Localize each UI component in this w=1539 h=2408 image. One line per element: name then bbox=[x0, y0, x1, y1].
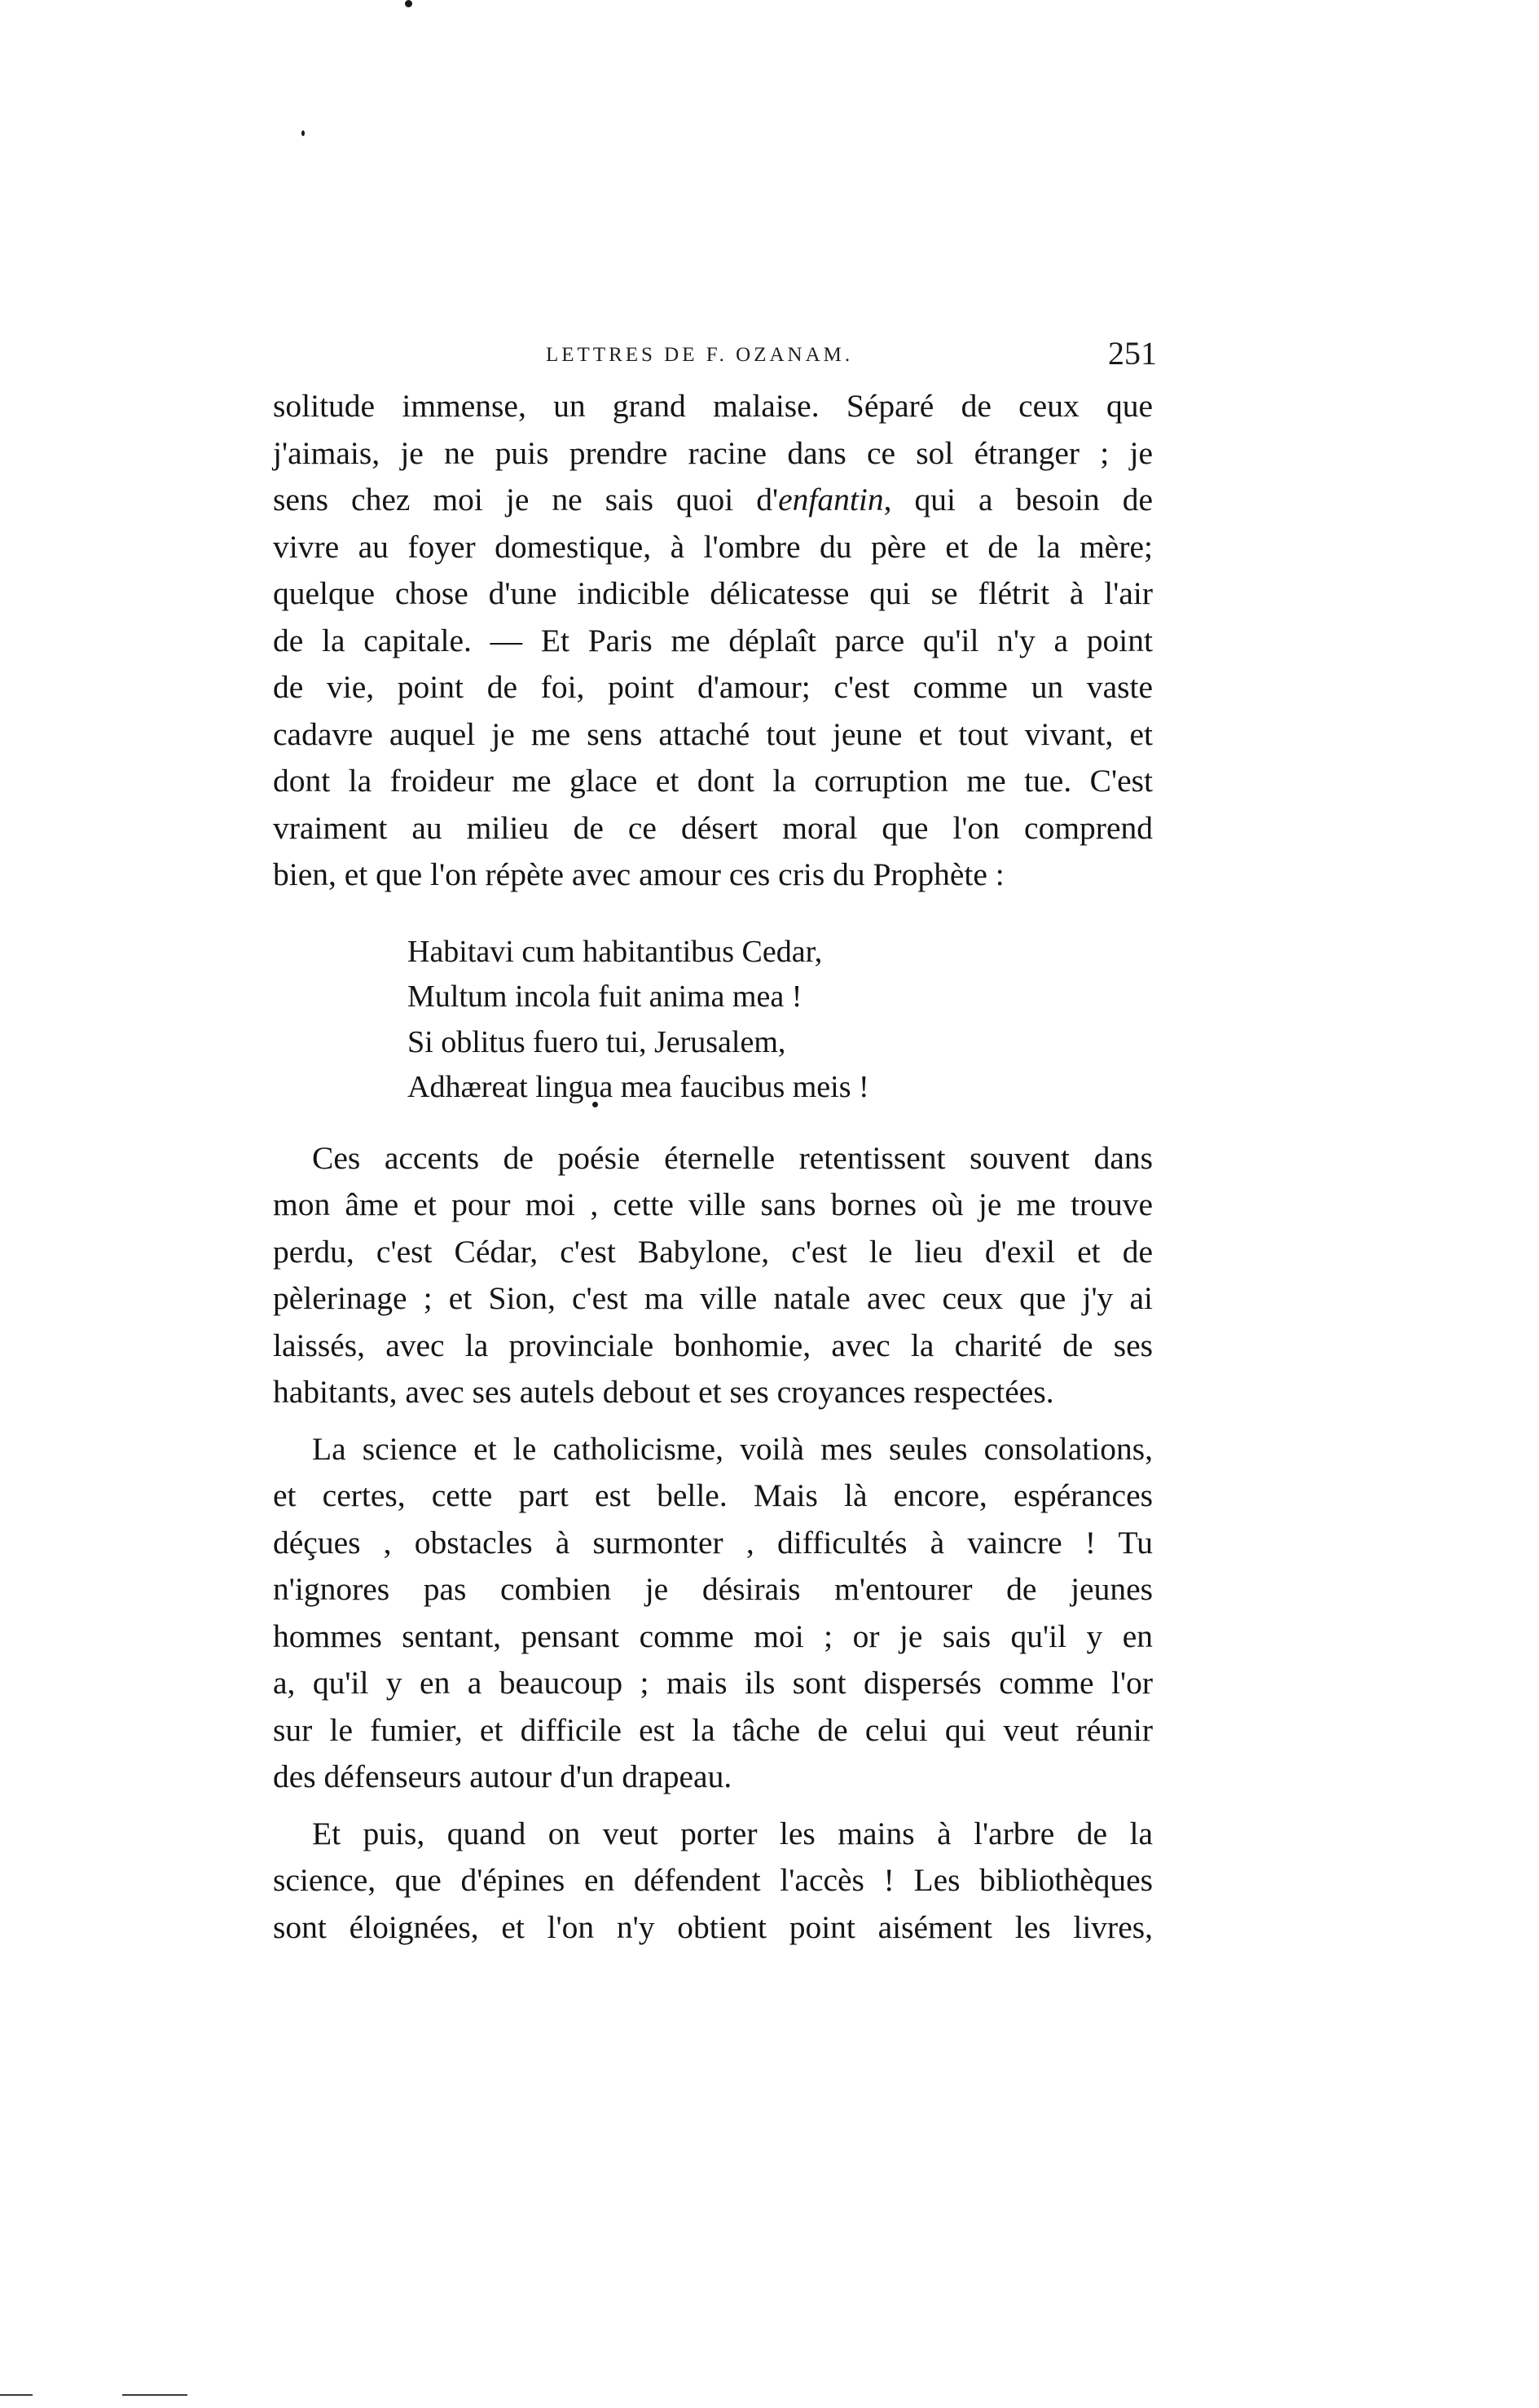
text-line: pèlerinage ; et Sion, c'est ma ville natale avec ceux que j'y ai bbox=[273, 1280, 1153, 1316]
text-line: bien, et que l'on répète avec amour ces cris du Prophète : bbox=[273, 856, 1005, 892]
paragraph-1 bbox=[273, 383, 1153, 899]
text-line-start: sens chez moi je ne sais quoi d' bbox=[273, 482, 779, 517]
text-line: hommes sentant, pensant comme moi ; or je sais qu'il y en bbox=[273, 1618, 1153, 1654]
scan-edge-mark bbox=[0, 2394, 33, 2396]
text-line: Et puis, quand on veut porter les mains à l'arbre de la bbox=[312, 1815, 1153, 1851]
text-line: j'aimais, je ne puis prendre racine dans ce sol étranger ; je bbox=[273, 434, 1153, 471]
text-line: mon âme et pour moi , cette ville sans bornes où je me trouve bbox=[273, 1186, 1153, 1222]
paragraph-gap bbox=[273, 1416, 1153, 1426]
text-line: a, qu'il y en a beaucoup ; mais ils sont dispersés comme l'or bbox=[273, 1665, 1153, 1701]
text-line: Ces accents de poésie éternelle retentissent souvent dans bbox=[312, 1139, 1153, 1176]
text-line: laissés, avec la provinciale bonhomie, avec la charité de ses bbox=[273, 1327, 1153, 1363]
text-line: vivre au foyer domestique, à l'ombre du père et de la mère; bbox=[273, 528, 1153, 565]
scan-edge-mark bbox=[122, 2394, 187, 2396]
text-line: de vie, point de foi, point d'amour; c'est comme un vaste bbox=[273, 669, 1153, 705]
text-line: La science et le catholicisme, voilà mes seules consolations, bbox=[312, 1430, 1153, 1467]
text-line: sur le fumier, et difficile est la tâche de celui qui veut réunir bbox=[273, 1711, 1153, 1748]
text-line: habitants, avec ses autels debout et ses croyances respectées. bbox=[273, 1374, 1054, 1410]
text-line: vraiment au milieu de ce désert moral que l'on comprend bbox=[273, 809, 1153, 846]
paragraph-4 bbox=[273, 1811, 1153, 1952]
text-line: déçues , obstacles à surmonter , difficultés à vaincre ! Tu bbox=[273, 1524, 1153, 1561]
verse-line: Habitavi cum habitantibus Cedar, bbox=[407, 934, 823, 969]
verse-quotation bbox=[407, 930, 1153, 1111]
text-line: sont éloignées, et l'on n'y obtient point aisément les livres, bbox=[273, 1908, 1153, 1945]
text-line: science, que d'épines en défendent l'accès ! Les bibliothèques bbox=[273, 1862, 1153, 1898]
verse-line: Multum incola fuit anima mea ! bbox=[407, 979, 802, 1014]
running-head: LETTRES DE F. OZANAM. bbox=[546, 344, 854, 366]
text-line: perdu, c'est Cédar, c'est Babylone, c'est le lieu d'exil et de bbox=[273, 1233, 1153, 1270]
print-speck bbox=[301, 130, 305, 136]
text-line: cadavre auquel je me sens attaché tout jeune et tout vivant, et bbox=[273, 715, 1153, 752]
italic-word: enfantin bbox=[778, 482, 884, 517]
text-line: n'ignores pas combien je désirais m'entourer de jeunes bbox=[273, 1571, 1153, 1607]
text-line: de la capitale. — Et Paris me déplaît parce qu'il n'y a point bbox=[273, 622, 1153, 658]
text-line: solitude immense, un grand malaise. Séparé de ceux que bbox=[273, 388, 1153, 424]
text-line-end: , qui a besoin de bbox=[883, 482, 1154, 517]
text-line: et certes, cette part est belle. Mais là encore, espérances bbox=[273, 1477, 1153, 1513]
text-line: des défenseurs autour d'un drapeau. bbox=[273, 1759, 732, 1794]
page-body bbox=[273, 383, 1153, 1951]
paragraph-3 bbox=[273, 1426, 1153, 1801]
text-line bbox=[273, 477, 1153, 524]
page-number: 251 bbox=[1108, 335, 1157, 372]
paragraph-gap bbox=[273, 1801, 1153, 1811]
page-header bbox=[285, 334, 1165, 383]
verse-line: Si oblitus fuero tui, Jerusalem, bbox=[407, 1024, 786, 1059]
text-line: quelque chose d'une indicible délicatesse qui se flétrit à l'air bbox=[273, 575, 1153, 611]
verse-line: Adhæreat lingua mea faucibus meis ! bbox=[407, 1070, 869, 1104]
text-line: dont la froideur me glace et dont la corruption me tue. C'est bbox=[273, 763, 1153, 799]
print-speck bbox=[405, 0, 412, 7]
paragraph-2 bbox=[273, 1135, 1153, 1416]
